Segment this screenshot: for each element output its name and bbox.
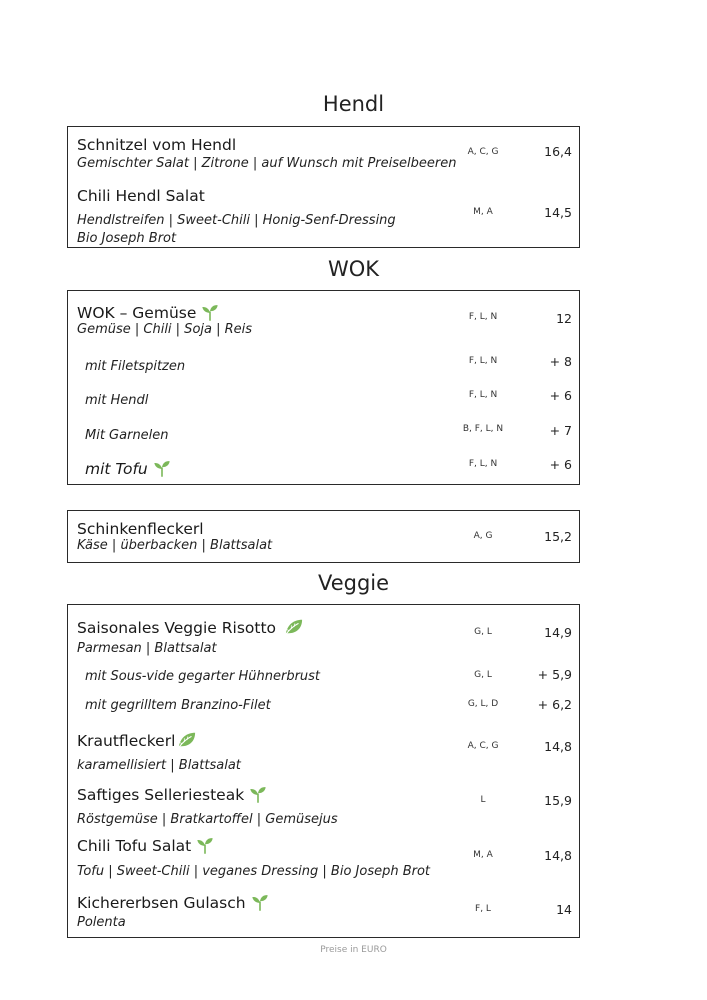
- section-title-hendl: Hendl: [322, 92, 385, 116]
- leaf-icon: [177, 731, 197, 753]
- allergen-codes: G, L: [474, 627, 492, 637]
- item-option: mit Hendl: [85, 393, 149, 408]
- allergen-codes: G, L: [474, 670, 492, 680]
- item-name: Saftiges Selleriesteak: [77, 785, 267, 807]
- item-price: 14,9: [544, 625, 572, 640]
- item-name: Chili Hendl Salat: [77, 187, 205, 205]
- section-title-veggie: Veggie: [317, 571, 390, 595]
- allergen-codes: G, L, D: [467, 699, 499, 709]
- allergen-codes: F, L: [475, 904, 491, 914]
- item-option: Mit Garnelen: [85, 428, 169, 443]
- item-desc: Bio Joseph Brot: [77, 231, 177, 246]
- sprout-icon: [249, 785, 267, 807]
- allergen-codes: F, L, N: [468, 390, 498, 400]
- item-option: mit Sous-vide gegarter Hühnerbrust: [85, 669, 321, 684]
- item-name: Saisonales Veggie Risotto: [77, 618, 304, 640]
- item-desc: Hendlstreifen | Sweet-Chili | Honig-Senf-Dressing: [77, 213, 396, 228]
- item-desc: Tofu | Sweet-Chili | veganes Dressing | Bio Joseph Brot: [77, 864, 431, 879]
- allergen-codes: A, C, G: [467, 147, 499, 157]
- item-name: Schnitzel vom Hendl: [77, 136, 237, 154]
- item-price: 15,9: [544, 793, 572, 808]
- item-price: 14,8: [544, 739, 572, 754]
- item-name: Kichererbsen Gulasch: [77, 893, 269, 915]
- allergen-codes: M, A: [473, 850, 493, 860]
- item-price: 16,4: [544, 144, 572, 159]
- menu-box-veggie: [67, 604, 580, 938]
- item-desc: karamellisiert | Blattsalat: [77, 758, 241, 773]
- item-desc: Polenta: [77, 915, 126, 930]
- allergen-codes: F, L, N: [468, 312, 498, 322]
- item-option: mit Filetspitzen: [85, 359, 186, 374]
- item-name: Schinkenfleckerl: [77, 520, 204, 538]
- item-price: 14,5: [544, 205, 572, 220]
- allergen-codes: A, G: [473, 531, 493, 541]
- allergen-codes: B, F, L, N: [462, 424, 504, 434]
- item-option: mit Tofu: [85, 459, 171, 481]
- item-name: Chili Tofu Salat: [77, 836, 214, 858]
- sprout-icon: [251, 893, 269, 915]
- item-name: WOK – Gemüse: [77, 303, 219, 325]
- item-price: + 6: [549, 388, 572, 403]
- leaf-icon: [284, 618, 304, 640]
- allergen-codes: F, L, N: [468, 459, 498, 469]
- item-desc: Käse | überbacken | Blattsalat: [77, 538, 273, 553]
- sprout-icon: [196, 836, 214, 858]
- allergen-codes: F, L, N: [468, 356, 498, 366]
- menu-box-wok: [67, 290, 580, 485]
- allergen-codes: M, A: [473, 207, 493, 217]
- allergen-codes: L: [480, 795, 486, 805]
- item-price: 15,2: [544, 529, 572, 544]
- menu-box-schinkenfleckerl: [67, 510, 580, 563]
- allergen-codes: A, C, G: [467, 741, 499, 751]
- item-price: + 6: [549, 457, 572, 472]
- price-note: Preise in EURO: [320, 945, 387, 955]
- section-title-wok: WOK: [327, 257, 380, 281]
- item-desc: Gemüse | Chili | Soja | Reis: [77, 322, 253, 337]
- menu-box-hendl: [67, 126, 580, 248]
- item-price: 12: [556, 311, 572, 326]
- item-price: 14,8: [544, 848, 572, 863]
- item-name: Krautfleckerl: [77, 731, 197, 753]
- item-desc: Röstgemüse | Bratkartoffel | Gemüsejus: [77, 812, 338, 827]
- item-price: + 6,2: [537, 697, 572, 712]
- sprout-icon: [153, 459, 171, 481]
- item-price: + 7: [549, 423, 572, 438]
- item-price: + 5,9: [537, 667, 572, 682]
- item-price: 14: [556, 902, 572, 917]
- item-option: mit gegrilltem Branzino-Filet: [85, 698, 271, 713]
- item-desc: Gemischter Salat | Zitrone | auf Wunsch mit Preiselbeeren: [77, 156, 457, 171]
- item-price: + 8: [549, 354, 572, 369]
- item-desc: Parmesan | Blattsalat: [77, 641, 217, 656]
